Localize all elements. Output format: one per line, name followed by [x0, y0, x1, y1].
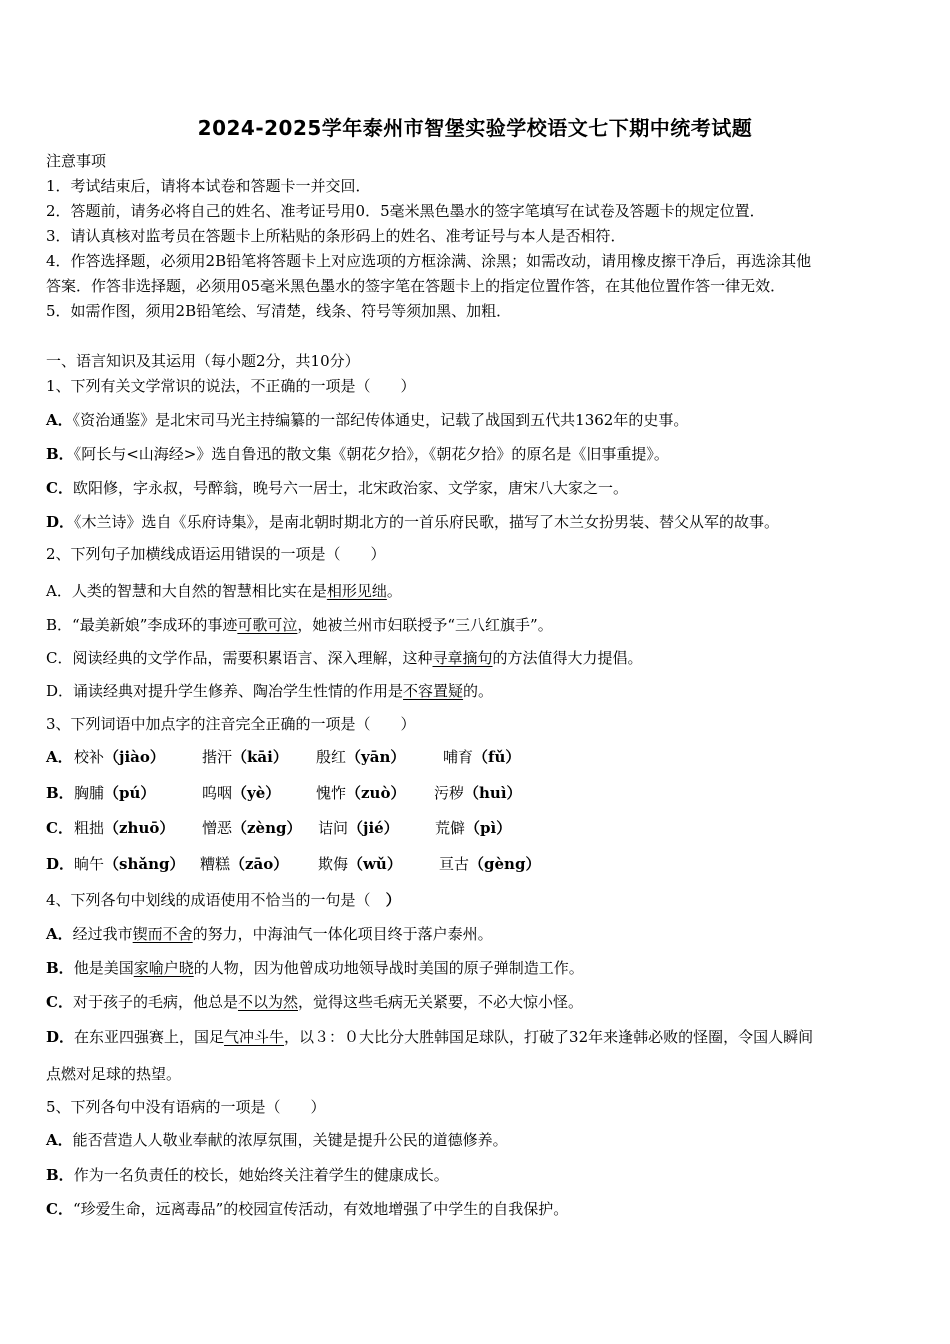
- q5-stem: 5、下列各句中没有语病的一项是（ ）: [46, 1098, 326, 1116]
- underlined-idiom: 相形见绌: [326, 582, 387, 600]
- q1-option-a: A．《资治通鉴》是北宋司马光主持编纂的一部纪传体通史，记载了战国到五代共1362年的史事。: [46, 411, 689, 429]
- q4-stem: 4、下列各句中划线的成语使用不恰当的一句是（ ）: [46, 891, 401, 909]
- q4-option-b: B．他是美国家喻户晓的人物，因为他曾成功地领导战时美国的原子弹制造工作。: [46, 959, 584, 977]
- underlined-idiom: 锲而不舍: [132, 925, 193, 943]
- q5-option-a: A．能否营造人人敬业奉献的浓厚氛围，关键是提升公民的道德修养。: [46, 1131, 508, 1149]
- q3-option-a: A． 校补（jiào） 揩汗（kāi） 殷红（yān） 哺育（fǔ）: [46, 748, 521, 766]
- notice-item-5: 5．如需作图，须用2B铅笔绘、写清楚，线条、符号等须加黑、加粗．: [46, 302, 512, 320]
- notice-item-1: 1．考试结束后，请将本试卷和答题卡一并交回．: [46, 177, 371, 195]
- underlined-idiom: 寻章摘句: [432, 649, 493, 667]
- notice-heading: 注意事项: [46, 152, 107, 170]
- page-title: 2024-2025学年泰州市智堡实验学校语文七下期中统考试题: [197, 116, 753, 140]
- q4-option-d-cont: 点燃对足球的热望。: [46, 1065, 182, 1083]
- q4-option-d: D．在东亚四强赛上，国足气冲斗牛，以３：０大比分大胜韩国足球队，打破了32年来逢韩必败的怪圈，令国人瞬间: [46, 1028, 814, 1046]
- q2-option-d: D．诵读经典对提升学生修养、陶冶学生性情的作用是不容置疑的。: [46, 682, 494, 700]
- underlined-idiom: 可歌可泣: [237, 616, 298, 634]
- q3-option-c: C． 粗拙（zhuō） 憎恶（zèng） 诘问（jié） 荒僻（pì）: [46, 819, 512, 837]
- underlined-idiom: 不以为然: [237, 993, 298, 1011]
- q3-option-b: B． 胸脯（pú） 呜咽（yè） 愧怍（zuò） 污秽（huì）: [46, 784, 522, 802]
- q3-option-d: D． 晌午（shǎng） 糟糕（zāo） 欺侮（wǔ） 亘古（gèng）: [46, 855, 541, 873]
- q2-option-b: B．“最美新娘”李成环的事迹可歌可泣，她被兰州市妇联授予“三八红旗手”。: [46, 616, 553, 634]
- q1-option-c: C．欧阳修，字永叔，号醉翁，晚号六一居士，北宋政治家、文学家，唐宋八大家之一。: [46, 479, 628, 497]
- notice-item-2: 2．答题前，请务必将自己的姓名、准考证号用0．5毫米黑色墨水的签字笔填写在试卷及答题卡的规定位置．: [46, 202, 765, 220]
- q2-option-a: A．人类的智慧和大自然的智慧相比实在是相形见绌。: [46, 582, 402, 600]
- q1-option-d: D．《木兰诗》选自《乐府诗集》，是南北朝时期北方的一首乐府民歌，描写了木兰女扮男装、替父从军的故事。: [46, 513, 780, 531]
- section-heading: 一、语言知识及其运用（每小题2分，共10分）: [46, 352, 360, 370]
- q1-option-b: B．《阿长与<山海经>》选自鲁迅的散文集《朝花夕拾》，《朝花夕拾》的原名是《旧事重提》。: [46, 445, 669, 463]
- q3-stem: 3、下列词语中加点字的注音完全正确的一项是（ ）: [46, 715, 416, 733]
- underlined-idiom: 家喻户晓: [133, 959, 194, 977]
- q4-option-c: C．对于孩子的毛病，他总是不以为然，觉得这些毛病无关紧要，不必大惊小怪。: [46, 993, 583, 1011]
- q5-option-c: C．“珍爱生命，远离毒品”的校园宣传活动，有效地增强了中学生的自我保护。: [46, 1200, 569, 1218]
- q4-option-a: A．经过我市锲而不舍的努力，中海油气一体化项目终于落户泰州。: [46, 925, 493, 943]
- underlined-idiom: 气冲斗牛: [224, 1028, 285, 1046]
- q2-option-c: C．阅读经典的文学作品，需要积累语言、深入理解，这种寻章摘句的方法值得大力提倡。: [46, 649, 643, 667]
- notice-item-3: 3．请认真核对监考员在答题卡上所粘贴的条形码上的姓名、准考证号与本人是否相符．: [46, 227, 626, 245]
- notice-item-4-cont: 答案．作答非选择题，必须用05毫米黑色墨水的签字笔在答题卡上的指定位置作答，在其他位置作答一律无效．: [46, 277, 786, 295]
- q5-option-b: B．作为一名负责任的校长，她始终关注着学生的健康成长。: [46, 1166, 449, 1184]
- q2-stem: 2、下列句子加横线成语运用错误的一项是（ ）: [46, 545, 386, 563]
- underlined-idiom: 不容置疑: [403, 682, 464, 700]
- q1-stem: 1、下列有关文学常识的说法，不正确的一项是（ ）: [46, 377, 416, 395]
- notice-item-4: 4．作答选择题，必须用2B铅笔将答题卡上对应选项的方框涂满、涂黑；如需改动，请用橡皮擦干净后，再选涂其他: [46, 252, 812, 270]
